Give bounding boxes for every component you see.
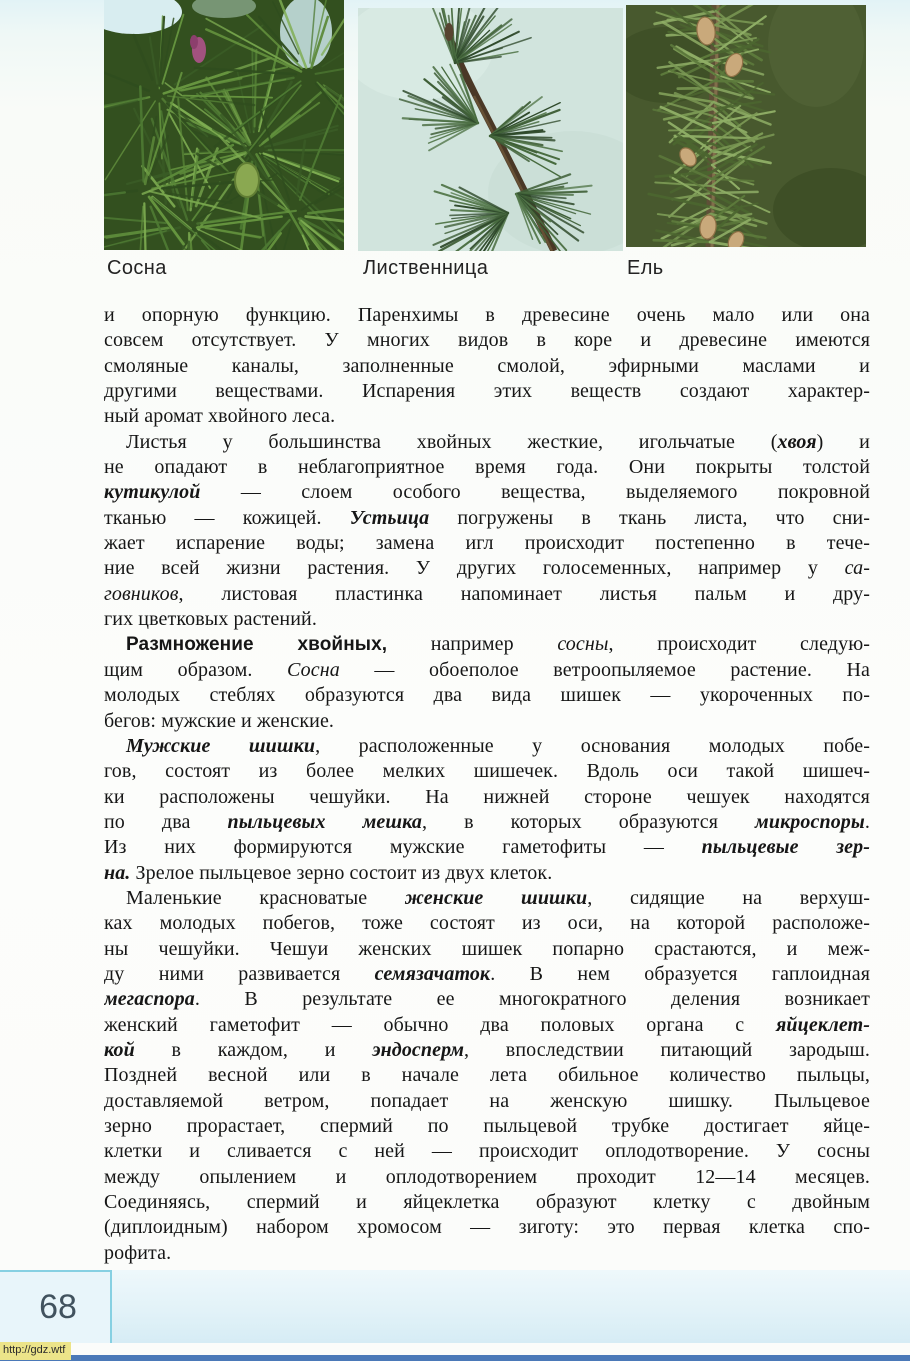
- text-line: ду ними развивается семязачаток. В нем образуется гаплоидная: [104, 962, 870, 985]
- text-line: на. Зрелое пыльцевое зерно состоит из двух клеток.: [104, 861, 553, 884]
- text-line: и опорную функцию. Паренхимы в древесине очень мало или она: [104, 304, 870, 326]
- text-line: рофита.: [104, 1241, 172, 1264]
- text-line: мегаспора. В результате ее многократного деления возникает: [104, 988, 870, 1011]
- larch-bud: [445, 23, 454, 41]
- text-line: Размножение хвойных, например сосны, происходит следую-: [126, 633, 870, 656]
- text-line: (диплоидным) набором хромосом — зиготу: это первая клетка спо-: [104, 1216, 870, 1239]
- text-line: по два пыльцевых мешка, в которых образуются микроспоры.: [104, 810, 870, 833]
- pine-photo: [104, 0, 344, 250]
- text-line: гих цветковых растений.: [104, 608, 317, 631]
- text-line: Из них формируются мужские гаметофиты — пыльцевые зер-: [104, 836, 870, 859]
- watermark: http://gdz.wtf: [0, 1342, 71, 1360]
- pink-pine-bud: [190, 35, 198, 49]
- body-text: [104, 303, 870, 1266]
- text-line: жает испарение воды; замена игл происходит постепенно в тече-: [104, 532, 870, 555]
- text-line: ки расположены чешуйки. На нижней стороне чешуек находятся: [104, 785, 870, 808]
- text-line: тканью — кожицей. Устьица погружены в ткань листа, что сни-: [104, 506, 870, 529]
- text-line: между опылением и оплодотворением проходит 12—14 месяцев.: [104, 1165, 870, 1188]
- text-line: другими веществами. Испарения этих веществ создают характер-: [104, 380, 870, 403]
- text-line: молодых стеблях образуются два вида шишек — укороченных по-: [104, 684, 870, 707]
- text-line: бегов: мужские и женские.: [104, 709, 335, 732]
- text-line: женский гаметофит — обычно два половых органа с яйцеклет-: [104, 1013, 870, 1036]
- footer-strip: [0, 1270, 910, 1343]
- larch-photo: [358, 8, 623, 251]
- text-line: кой в каждом, и эндосперм, впоследствии питающий зародыш.: [104, 1038, 870, 1061]
- text-line: Маленькие красноватые женские шишки, сидящие на верхуш-: [126, 886, 870, 909]
- text-line: Соединяясь, спермий и яйцеклетка образуют клетку с двойным: [104, 1191, 870, 1214]
- text-line: клетки и сливается с ней — происходит оплодотворение. У сосны: [104, 1140, 870, 1163]
- text-line: говников, листовая пластинка напоминает листья пальм и дру-: [104, 582, 870, 605]
- spruce-photo: [626, 5, 866, 247]
- text-line: совсем отсутствует. У многих видов в коре и древесине имеются: [104, 329, 870, 352]
- text-line: ках молодых побегов, тоже состоят из оси, на которой расположе-: [104, 912, 870, 935]
- text-line: ны чешуйки. Чешуи женских шишек попарно срастаются, и меж-: [104, 937, 870, 960]
- text-line: зерно прорастает, спермий по пыльцевой трубке достигает яйце-: [104, 1115, 870, 1137]
- page-number-box: [0, 1270, 112, 1343]
- page-number: 68: [39, 1288, 77, 1326]
- figure-caption-pine: Сосна: [107, 257, 167, 279]
- text-line: кутикулой — слоем особого вещества, выделяемого покровной: [104, 481, 870, 504]
- text-line: ный аромат хвойного леса.: [104, 405, 336, 428]
- bottom-bar: [0, 1355, 910, 1361]
- text-line: щим образом. Сосна — обоеполое ветроопыляемое растение. На: [104, 658, 870, 681]
- text-line: не опадают в неблагоприятное время года. Они покрыты толстой: [104, 456, 870, 479]
- figure-caption-spruce: Ель: [627, 257, 664, 279]
- text-line: доставляемой ветром, попадает на женскую шишку. Пыльцевое: [104, 1089, 870, 1112]
- text-line: Листья у большинства хвойных жесткие, игольчатые (хвоя) и: [126, 430, 870, 453]
- figure-caption-larch: Лиственница: [363, 257, 489, 279]
- text-line: Поздней весной или в начале лета обильное количество пыльцы,: [104, 1064, 870, 1087]
- text-line: смоляные каналы, заполненные смолой, эфирными маслами и: [104, 354, 870, 377]
- young-pine-cone: [235, 163, 259, 197]
- text-line: гов, состоят из более мелких шишечек. Вдоль оси такой шишеч-: [104, 760, 870, 783]
- text-line: ние всей жизни растения. У других голосеменных, например у са-: [104, 557, 870, 580]
- text-line: Мужские шишки, расположенные у основания молодых побе-: [126, 734, 870, 757]
